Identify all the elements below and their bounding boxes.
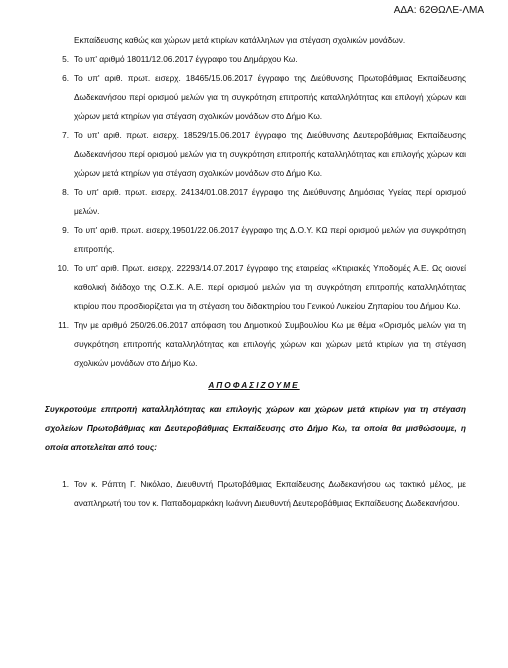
list-item-number: 9. xyxy=(62,225,69,235)
list-item-number: 10. xyxy=(57,263,69,273)
list-item-number: 6. xyxy=(62,73,69,83)
member-item xyxy=(0,475,508,513)
list-item-text: Το υπ' αριθμό 18011/12.06.2017 έγγραφο του Δημάρχου Κω. xyxy=(74,54,298,64)
document-body xyxy=(0,31,508,513)
list-item-number: 11. xyxy=(58,320,69,330)
list-item-number: 8. xyxy=(62,187,69,197)
decision-text: Συγκροτούμε επιτροπή καταλληλότητας και επιλογής χώρων και χώρων μετά κτιρίων για τη στέγαση σχολείων Πρωτοβάθμιας και Δευτεροβάθμιας Εκπαίδευσης στο Δήμο Κω, τα οποία θα μισθώσουμε, η οποία αποτελείται από τους: xyxy=(45,404,466,452)
member-item-text: Τον κ. Ράπτη Γ. Νικόλαο, Διευθυντή Πρωτοβάθμιας Εκπαίδευσης Δωδεκανήσου ως τακτικό μέλος, με αναπληρωτή του τον κ. Παπαδομαρκάκη Ιωάννη Διευθυντή Δευτεροβάθμιας Εκπαίδευσης Δωδεκανήσου. xyxy=(74,479,466,508)
list-item xyxy=(0,126,508,183)
list-item-text: Την με αριθμό 250/26.06.2017 απόφαση του Δημοτικού Συμβουλίου Κω με θέμα «Ορισμός μελών για τη συγκρότηση επιτροπής καταλληλότητας και επιλογής χώρων και χώρων μετά κτιρίων για τη στέγαση σχολικών μονάδων στο Δήμο Κω. xyxy=(74,320,466,368)
list-item-number: 5. xyxy=(62,54,69,64)
list-item-text: Το υπ' αριθ. πρωτ. εισερχ. 18465/15.06.2017 έγγραφο της Διεύθυνσης Πρωτοβάθμιας Εκπαίδευσης Δωδεκανήσου περί ορισμού μελών για τη συγκρότηση επιτροπής καταλληλότητας και επιλογή χώρων και χώρων μετά κτηρίων για στέγαση σχολικών μονάδων στο Δήμο Κω. xyxy=(74,73,466,121)
continuation-text: Εκπαίδευσης καθώς και χώρων μετά κτιρίων κατάλληλων για στέγαση σχολικών μονάδων. xyxy=(74,35,406,45)
list-item xyxy=(0,69,508,126)
list-item-text: Το υπ' αριθ. πρωτ. εισερχ.19501/22.06.2017 έγγραφο της Δ.Ο.Υ. ΚΩ περί ορισμού μελών για συγκρότηση επιτροπής. xyxy=(74,225,466,254)
decision-heading: ΑΠΟΦΑΣΙΖΟΥΜΕ xyxy=(208,380,300,390)
member-item-number: 1. xyxy=(62,479,69,489)
list-item-text: Το υπ' αριθ. Πρωτ. εισερχ. 22293/14.07.2017 έγγραφο της εταιρείας «Κτιριακές Υποδομές Α.Ε. Ως οιονεί καθολική διάδοχο της Ο.Σ.Κ. Α.Ε. περί ορισμού μελών για τη συγκρότηση επιτροπής καταλληλότητας κτιρίου που προσδιορίζεται για τη στέγαση του διδακτηρίου του Γενικού Λυκείου Ζηπαρίου του Δήμου Κω. xyxy=(74,263,466,311)
ada-number: ΑΔΑ: 62ΘΩΛΕ-ΛΜΑ xyxy=(393,5,484,16)
list-item-number: 7. xyxy=(62,130,69,140)
list-item xyxy=(0,221,508,259)
list-item xyxy=(0,259,508,316)
list-item xyxy=(0,183,508,221)
list-item-text: Το υπ' αριθ. πρωτ. εισερχ. 24134/01.08.2017 έγγραφο της Διεύθυνσης Δημόσιας Υγείας περί ορισμού μελών. xyxy=(74,187,466,216)
list-item xyxy=(0,316,508,373)
list-item-text: Το υπ' αριθ. πρωτ. εισερχ. 18529/15.06.2017 έγγραφο της Διεύθυνσης Δευτεροβάθμιας Εκπαίδευσης Δωδεκανήσου περί ορισμού μελών για τη συγκρότηση επιτροπής καταλληλότητας και επιλογής χώρων και χώρων μετά κτηρίων για στέγαση σχολικών μονάδων στο Δήμο Κω. xyxy=(74,130,466,178)
list-item xyxy=(0,50,508,69)
